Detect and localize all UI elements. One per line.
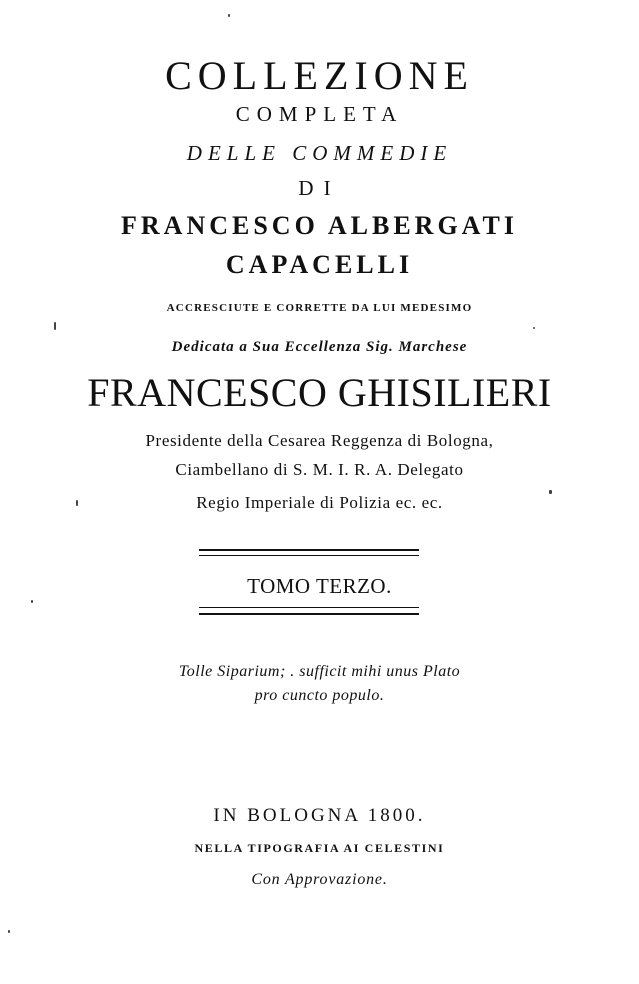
motto-line2: pro cuncto populo.	[254, 687, 385, 704]
imprint-place-year: IN BOLOGNA 1800.	[213, 805, 426, 826]
collection-heading: COLLEZIONE	[165, 53, 474, 98]
double-rule-top-thin	[199, 555, 419, 556]
paper-speck	[8, 930, 10, 933]
paper-speck	[54, 322, 56, 330]
dedicatee-title-line2: Ciambellano di S. M. I. R. A. Delegato	[175, 460, 464, 479]
paper-speck	[31, 600, 33, 603]
double-rule-bottom-thick	[199, 613, 419, 615]
paper-speck	[549, 490, 552, 494]
author-name-line1: FRANCESCO ALBERGATI	[121, 211, 518, 240]
volume-label: TOMO TERZO.	[247, 574, 392, 598]
dedicatee-title-line3: Regio Imperiale di Polizia ec. ec.	[196, 493, 443, 512]
complete-heading: COMPLETA	[235, 102, 404, 126]
paper-speck	[76, 500, 78, 506]
imprint-approval: Con Approvazione.	[251, 871, 388, 888]
comedies-heading: DELLE COMMEDIE	[186, 141, 453, 165]
motto-line1: Tolle Siparium; . sufficit mihi unus Plato	[178, 663, 461, 680]
di-heading: DI	[298, 176, 341, 200]
paper-speck	[533, 327, 535, 329]
dedicatee-name: FRANCESCO GHISILIERI	[87, 370, 552, 415]
dedication-line: Dedicata a Sua Eccellenza Sig. Marchese	[171, 339, 468, 355]
imprint-printer: NELLA TIPOGRAFIA AI CELESTINI	[194, 841, 445, 855]
double-rule-top-thick	[199, 549, 419, 551]
paper-speck	[228, 14, 230, 17]
dedicatee-title-line1: Presidente della Cesarea Reggenza di Bologna,	[145, 431, 494, 450]
double-rule-bottom-thin	[199, 607, 419, 608]
revision-note: ACCRESCIUTE E CORRETTE DA LUI MEDESIMO	[166, 302, 473, 314]
author-name-line2: CAPACELLI	[225, 250, 414, 279]
